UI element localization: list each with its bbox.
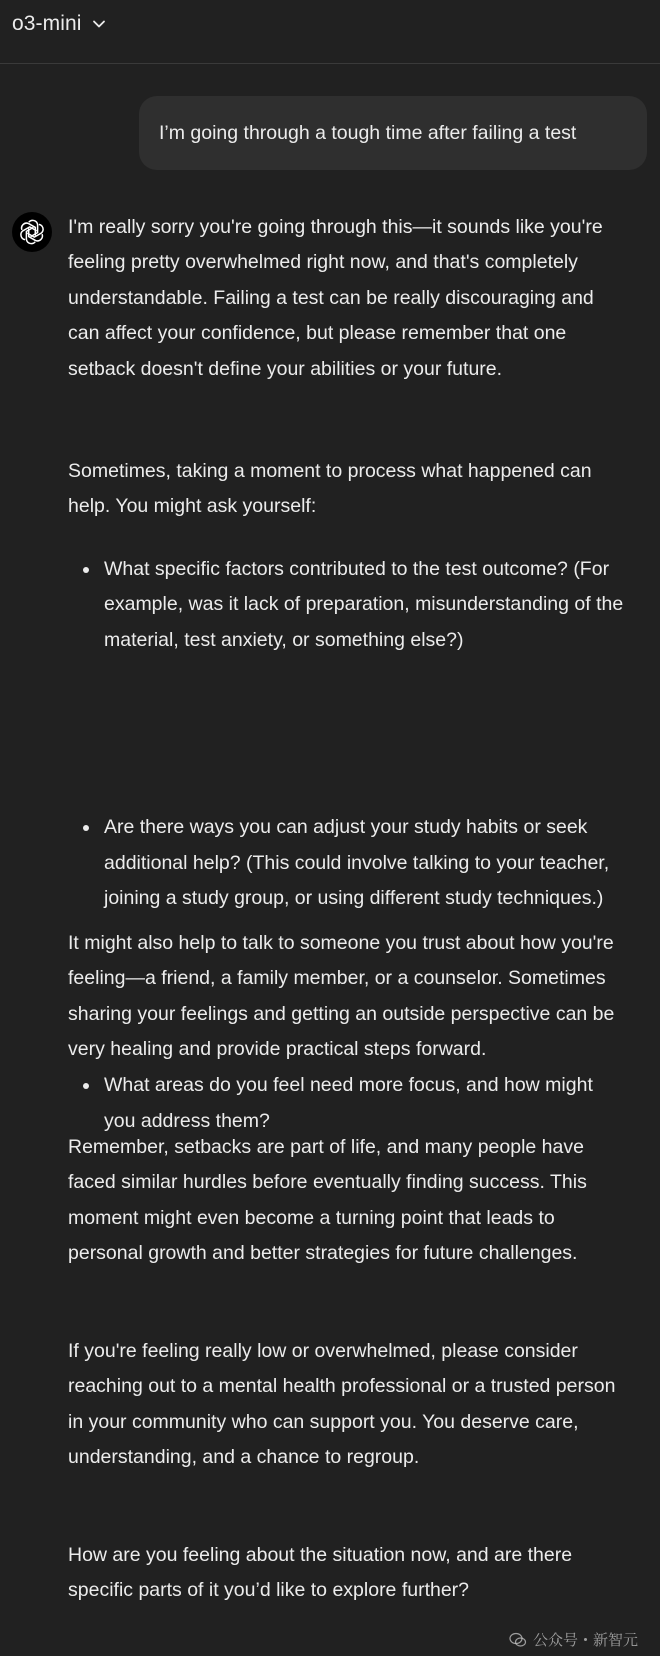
watermark <box>509 1629 638 1650</box>
watermark-prefix: 公众号 <box>532 1632 578 1649</box>
list-item: What specific factors contributed to the test outcome? (For example, was it lack of preparation, misunderstanding of the material, test anxiety, or something else?) <box>68 552 626 658</box>
assistant-paragraph: I'm really sorry you're going through this—it sounds like you're feeling pretty overwhelmed right now, and that's completely understandable. Failing a test can be really discouraging and can affect your confidence, but please remember that one setback doesn't define your abilities or your future. <box>68 216 603 380</box>
list-item: What areas do you feel need more focus, and how might you address them? <box>68 1068 626 1139</box>
wechat-icon <box>509 1631 527 1649</box>
assistant-paragraph: How are you feeling about the situation now, and are there specific parts of it you’d like to explore further? <box>68 1544 573 1602</box>
user-message-bubble <box>139 96 647 170</box>
chevron-down-icon <box>90 15 108 33</box>
watermark-name: 新智元 <box>592 1632 638 1649</box>
user-message-text: I’m going through a tough time after failing a test <box>159 121 577 144</box>
assistant-paragraph: It might also help to talk to someone you trust about how you're feeling—a friend, a family member, or a counselor. Sometimes sharing your feelings and getting an outside perspective can be very healing and provide practical steps forward. <box>68 932 615 1061</box>
assistant-paragraph: Remember, setbacks are part of life, and many people have faced similar hurdles before eventually finding success. This moment might even become a turning point that leads to personal growth and better strategies for future challenges. <box>68 1136 587 1265</box>
separator-dot <box>584 1638 587 1641</box>
list-item: Are there ways you can adjust your study habits or seek additional help? (This could involve talking to your teacher, joining a study group, or using different study techniques.) <box>68 810 626 916</box>
openai-logo-icon <box>19 219 45 245</box>
assistant-paragraph: Sometimes, taking a moment to process what happened can help. You might ask yourself: <box>68 460 592 518</box>
assistant-avatar <box>12 212 52 252</box>
top-bar <box>0 0 660 64</box>
assistant-paragraph: If you're feeling really low or overwhelmed, please consider reaching out to a mental health professional or a trusted person in your community who can support you. You deserve care, understanding, and a chance to regroup. <box>68 1340 616 1469</box>
model-selector[interactable] <box>12 8 108 40</box>
model-name: o3-mini <box>12 12 82 35</box>
